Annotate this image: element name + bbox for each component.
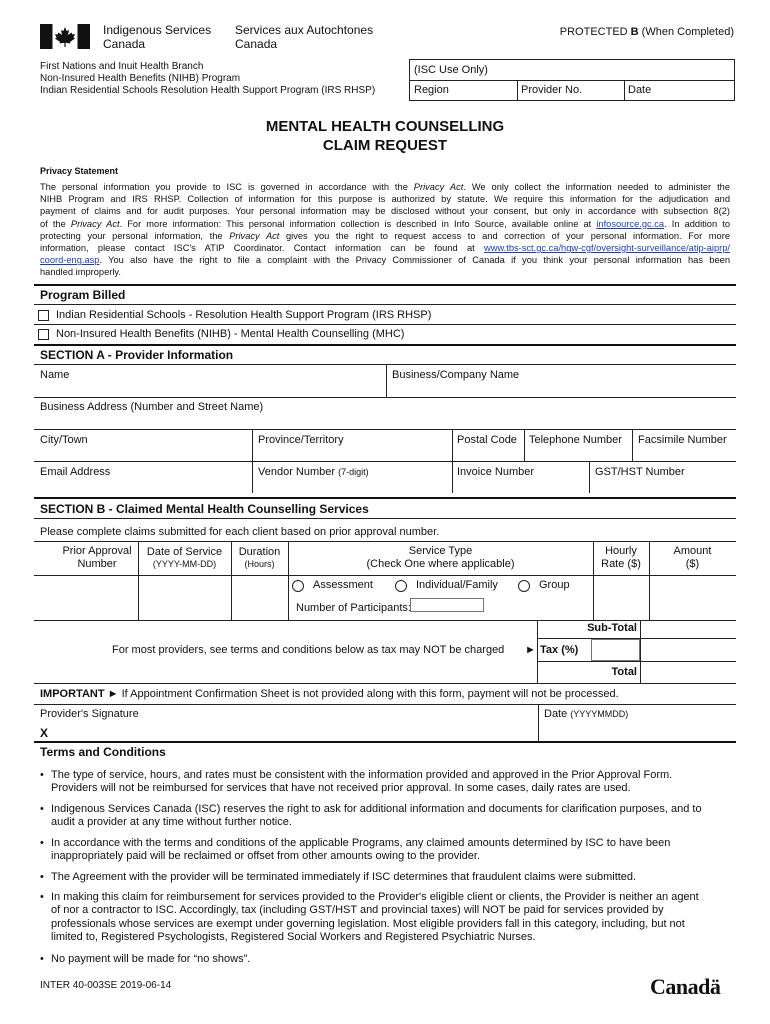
col-amount-line1: Amount <box>673 545 712 557</box>
bullet-icon: • <box>40 769 44 781</box>
col-amount-line2: ($) <box>685 558 700 570</box>
nihb-mhc-checkbox[interactable] <box>38 329 49 340</box>
isc-date-field[interactable]: Date <box>628 84 652 96</box>
privacy-line: of the Privacy Act. For more information: This personal information collection is described in Info Source, available online at infosource.gc.ca. In addition to <box>40 218 731 229</box>
terms-item-line: In accordance with the terms and conditions of the applicable Programs, any claimed amounts determined by ISC to have been <box>51 837 671 849</box>
nihb-mhc-option-label: Non-Insured Health Benefits (NIHB) - Mental Health Counselling (MHC) <box>56 328 405 340</box>
privacy-statement <box>40 181 730 279</box>
terms-item-line: professionals whose services are exempt under governing legislation. Most eligible providers fall in this category, including, but not <box>51 917 685 930</box>
bullet-icon: • <box>40 871 44 883</box>
terms-item <box>40 891 720 945</box>
invoice-number-field[interactable]: Invoice Number <box>457 466 535 478</box>
tax-note: For most providers, see terms and conditions below as tax may NOT be charged <box>112 644 505 656</box>
subtotal-label: Sub-Total <box>587 622 637 634</box>
fax-field[interactable]: Facsimile Number <box>638 434 727 446</box>
provider-no-field[interactable]: Provider No. <box>521 84 583 96</box>
col-hourly-rate-line1: Hourly <box>605 545 637 557</box>
col-prior-approval-line1: Prior Approval <box>62 545 132 557</box>
privacy-line: coord-eng.asp. You also have the right to file a complaint with the Privacy Commissioner of Canada if you think your personal information has been <box>40 255 730 266</box>
assessment-radio[interactable] <box>292 580 304 592</box>
col-service-type-line1: Service Type <box>408 545 473 557</box>
provider-signature-field[interactable]: Provider's Signature <box>40 708 139 720</box>
participants-label: Number of Participants: <box>296 602 411 614</box>
terms-item <box>40 837 720 864</box>
section-b-instruction: Please complete claims submitted for each client based on prior approval number. <box>40 526 440 538</box>
canada-wordmark-logo: Canadä <box>650 974 721 999</box>
important-label: IMPORTANT ► <box>40 688 119 700</box>
privacy-line: payment of claims and for audit purposes. Your personal information may be disclosed without your consent, but only in accordance with subsection 8(2) <box>40 206 730 217</box>
important-notice <box>40 688 619 701</box>
business-name-field[interactable]: Business/Company Name <box>392 369 520 381</box>
program-billed-heading: Program Billed <box>40 288 126 302</box>
region-field[interactable]: Region <box>414 84 449 96</box>
signature-date-field[interactable] <box>544 708 628 721</box>
tax-arrow-icon: ► <box>525 644 536 656</box>
branch-line3: Indian Residential Schools Resolution Health Support Program (IRS RHSP) <box>40 85 376 96</box>
department-name-fr <box>235 23 373 51</box>
telephone-field[interactable]: Telephone Number <box>529 434 622 446</box>
privacy-line: information, please contact ISC's ATIP Coordinator. Contact information can be found at www.tbs-sct.gc.ca/hgw-cgf/oversight-surveillance/atip-aiprp/ <box>40 243 730 254</box>
terms-item-line: The type of service, hours, and rates must be consistent with the information provided and approved in the Prior Approval Form. <box>51 769 673 781</box>
vendor-label: Vendor Number <box>258 466 339 478</box>
terms-item-line: of nor a contractor to ISC. Accordingly, tax (including GST/HST and provincial taxes) will NOT be paid for services provided by <box>51 904 664 917</box>
branch-line1: First Nations and Inuit Health Branch <box>40 61 204 72</box>
vendor-hint: (7-digit) <box>338 467 369 477</box>
irs-rhsp-checkbox[interactable] <box>38 310 49 321</box>
protected-prefix: PROTECTED <box>559 26 631 38</box>
bullet-icon: • <box>40 803 44 815</box>
col-date-hint: (YYYY-MM-DD) <box>152 559 217 569</box>
canada-flag-icon <box>40 24 90 49</box>
bullet-icon: • <box>40 837 44 849</box>
section-a-heading: SECTION A - Provider Information <box>40 348 234 362</box>
section-b-heading: SECTION B - Claimed Mental Health Counselling Services <box>40 502 369 516</box>
col-duration-label: Duration <box>238 546 281 558</box>
privacy-line: handled improperly. <box>40 267 121 278</box>
col-prior-approval-line2: Number <box>77 558 117 570</box>
col-hourly-rate <box>593 545 649 571</box>
form-title-line1: MENTAL HEALTH COUNSELLING <box>265 118 505 135</box>
terms-heading: Terms and Conditions <box>40 745 166 759</box>
signature-date-hint: (YYYYMMDD) <box>570 709 629 719</box>
signature-x-mark: X <box>40 726 49 740</box>
atip-link[interactable]: www.tbs-sct.gc.ca/hgw-cgf/oversight-surveillance/atip-aiprp/ <box>484 243 730 254</box>
terms-item <box>40 871 720 884</box>
col-service-type <box>288 545 593 571</box>
col-service-type-line2: (Check One where applicable) <box>366 558 515 570</box>
group-label: Group <box>539 579 570 591</box>
department-name-en-line2: Canada <box>103 37 146 51</box>
individual-family-label: Individual/Family <box>416 579 498 591</box>
city-field[interactable]: City/Town <box>40 434 88 446</box>
terms-item-line: audit a provider at any time without further notice. <box>51 816 292 829</box>
business-address-field[interactable]: Business Address (Number and Street Name) <box>40 401 264 413</box>
province-field[interactable]: Province/Territory <box>258 434 344 446</box>
tax-percent-input[interactable] <box>591 639 640 661</box>
privacy-line: NIHB Program and IRS RHSP. Collection of information for this purpose is authorized by statute. We require this information for the adjudication and <box>40 194 730 205</box>
individual-family-radio[interactable] <box>395 580 407 592</box>
bullet-icon: • <box>40 891 44 903</box>
department-name-en <box>103 23 211 51</box>
col-prior-approval <box>34 545 138 571</box>
department-name-fr-line1: Services aux Autochtones <box>235 23 374 37</box>
signature-date-label: Date <box>544 708 571 720</box>
col-hourly-rate-line2: Rate ($) <box>601 558 641 570</box>
email-field[interactable]: Email Address <box>40 466 111 478</box>
privacy-line: protecting your personal information, the Privacy Act gives you the right to request access to and correction of your personal information. For more <box>40 230 730 241</box>
terms-item-line: The Agreement with the provider will be terminated immediately if ISC determines that fraudulent claims were submitted. <box>51 871 637 883</box>
tax-label: Tax (%) <box>540 644 579 656</box>
terms-item-line: inappropriately paid will be reclaimed or offset from other amounts owing to the provider. <box>51 850 481 863</box>
col-date-label: Date of Service <box>146 546 223 558</box>
isc-use-only-label: (ISC Use Only) <box>414 64 488 76</box>
group-radio[interactable] <box>518 580 530 592</box>
important-text: If Appointment Confirmation Sheet is not provided along with this form, payment will not be processed. <box>118 688 619 700</box>
department-name-en-line1: Indigenous Services <box>103 23 212 37</box>
branch-line2: Non-Insured Health Benefits (NIHB) Program <box>40 73 241 84</box>
col-duration-hint: (Hours) <box>244 559 275 569</box>
branch-info <box>40 61 375 97</box>
terms-item-line: Providers will not be reimbursed for services that have not received prior approval. In some cases, daily rates are used. <box>51 782 631 795</box>
col-duration <box>231 546 288 570</box>
protected-suffix: (When Completed) <box>638 26 734 38</box>
vendor-number-field[interactable] <box>258 466 369 479</box>
atip-link-cont[interactable]: coord-eng.asp <box>40 255 100 266</box>
privacy-heading: Privacy Statement <box>40 166 119 176</box>
form-title-line2: CLAIM REQUEST <box>322 137 448 154</box>
col-amount <box>649 545 736 571</box>
department-name-fr-line2: Canada <box>235 37 278 51</box>
assessment-label: Assessment <box>313 579 373 591</box>
form-id: INTER 40-003SE 2019-06-14 <box>40 980 172 991</box>
terms-item-line: limited to, Registered Psychologists, Registered Social Workers and Registered Psychiatric Nurses. <box>51 931 536 944</box>
bullet-icon: • <box>40 953 44 965</box>
privacy-line: The personal information you provide to ISC is governed in accordance with the Privacy Act. We only collect the information needed to administer the <box>40 182 730 192</box>
terms-item <box>40 803 720 830</box>
terms-item <box>40 769 720 796</box>
protected-label <box>560 26 734 39</box>
terms-item-line: In making this claim for reimbursement for services provided to the Provider's eligible client or clients, the Provider is neither an agent <box>51 891 699 903</box>
terms-item-line: No payment will be made for “no shows”. <box>51 953 251 965</box>
protected-level: B <box>630 26 639 38</box>
gst-hst-field[interactable]: GST/HST Number <box>595 466 685 478</box>
irs-rhsp-option-label: Indian Residential Schools - Resolution Health Support Program (IRS RHSP) <box>56 309 432 321</box>
col-date-of-service <box>138 546 231 570</box>
participants-input[interactable] <box>410 598 484 612</box>
form-title <box>0 117 770 155</box>
terms-item <box>40 953 720 966</box>
name-field[interactable]: Name <box>40 369 70 381</box>
terms-item-line: Indigenous Services Canada (ISC) reserves the right to ask for additional information and documents for clarification purposes, and to <box>51 803 702 815</box>
postal-code-field[interactable]: Postal Code <box>457 434 517 446</box>
infosource-link[interactable]: infosource.gc.ca <box>596 218 665 229</box>
total-label: Total <box>611 666 637 678</box>
